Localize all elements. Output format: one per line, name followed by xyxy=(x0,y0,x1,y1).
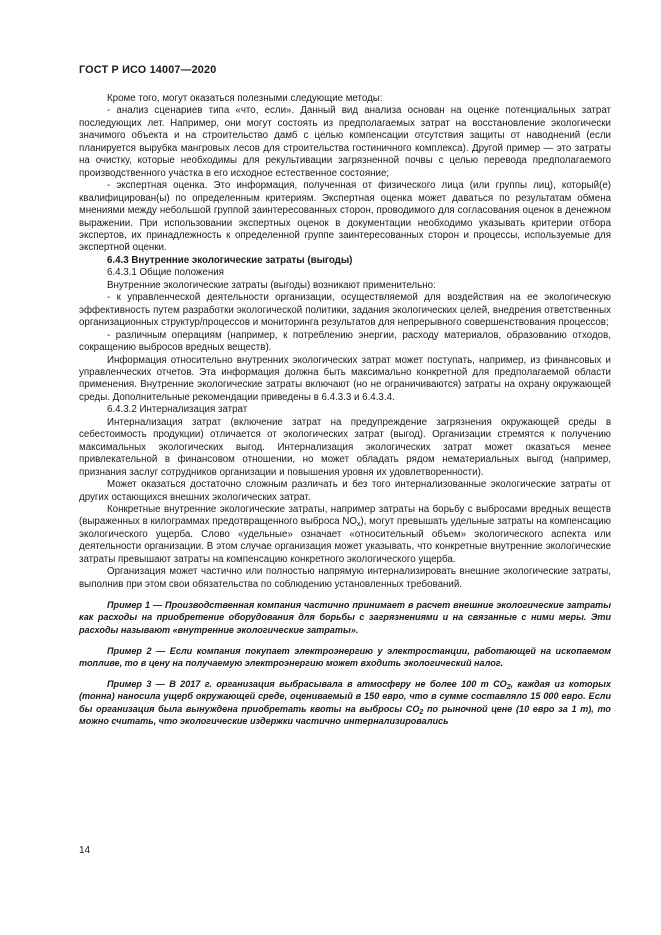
subscript: 2 xyxy=(419,708,424,716)
page-body xyxy=(79,93,611,727)
section-heading: 6.4.3 Внутренние экологические затраты (выгоды) xyxy=(107,254,353,266)
paragraph: Внутренние экологические затраты (выгоды) возникают применительно: xyxy=(107,279,436,291)
paragraph: Организация может частично или полностью напрямую интернализировать внешние экологические затраты, выполнив при этом свои обязательства по соблюдению установленных требований. xyxy=(79,566,611,590)
text-run: по рыночной цене (10 евро за 1 т), то можно считать, что экологические издержки частично интернализировались xyxy=(79,703,611,726)
paragraph: Может оказаться достаточно сложным различать и без того интернализованные экологические затраты от других остающихся внешних экологических затрат. xyxy=(79,479,611,503)
text-run: , каждая из которых (тонна) наносила ущерб окружающей среде, оцениваемый в 150 евро, что в сумме составляло 15 000 евро. Если бы организация была вынуждена приобретать квоты на выбросы CO xyxy=(79,679,611,714)
paragraph: Кроме того, могут оказаться полезными следующие методы: xyxy=(107,93,383,104)
subscript: 2 xyxy=(506,684,511,692)
subsection-heading: 6.4.3.2 Интернализация затрат xyxy=(107,404,248,416)
example-3 xyxy=(79,678,611,727)
text-run: Конкретные внутренние экологические затраты, например затраты на борьбу с выбросами вредных веществ (выраженных в килограммах предотвращенного выброса NO xyxy=(79,503,611,528)
paragraph: Интернализация затрат (включение затрат на предупреждение загрязнения окружающей среды в себестоимость продукции) отличается от экологических затрат (выгод). Организации стремятся к получению максимальных экологических выгод. Интернализация экологических затрат может оказаться менее привлекательной в финансовом отношении, но может обладать рядом нематериальных выгод (например, признания заслуг сотрудников организации и повышения уровня их удовлетворенности). xyxy=(79,416,611,478)
paragraph: Информация относительно внутренних экологических затрат может поступать, например, из финансовых и управленческих отчетов. Эта информация должна быть максимально конкретной для предполагаемой области применения. Внутренние экологические затраты включают (но не ограничиваются) затраты на охрану окружающей среды. Дополнительные рекомендации приведены в 6.4.3.3 и 6.4.3.4. xyxy=(79,354,611,403)
paragraph: - экспертная оценка. Это информация, полученная от физического лица (или группы лиц), который(е) квалифицирован(ы) по определенным критериям. Экспертная оценка может даваться по результатам обмена мнениями между небольшой группой заинтересованных сторон, проводимого для согласования оценок в денежном выражении. При использовании экспертных оценок в документации необходимо указывать критерии отбора экспертов, их принадлежность к определенной группе заинтересованных сторон и процессы, используемые для экспертной оценки. xyxy=(79,180,611,254)
subscript: x xyxy=(356,521,361,529)
text-run: Пример 3 — В 2017 г. организация выбрасывала в атмосферу не более 100 т CO xyxy=(107,679,507,690)
text-run: ), могут превышать удельные затраты на компенсацию экологического ущерба. Слово «удельные» означает «относительный объем» экологического аспекта или деятельности организации. В этом случае организация может указывать, что конкретные внутренние экологические затраты превышают затраты на компенсацию конкретного экологического ущерба. xyxy=(79,516,611,565)
standard-header: ГОСТ Р ИСО 14007—2020 xyxy=(79,64,217,76)
subsection-heading: 6.4.3.1 Общие положения xyxy=(107,267,224,279)
example-1: Пример 1 — Производственная компания частично принимает в расчет внешние экологические затраты как расходы на приобретение оборудования для борьбы с загрязнениями и на связанные с ними меры. Эти расходы называют «внутренние экологические затраты». xyxy=(79,600,611,635)
page-number: 14 xyxy=(79,845,91,856)
paragraph: - различным операциям (например, к потреблению энергии, расходу материалов, образованию отходов, сокращению выбросов вредных веществ). xyxy=(79,329,611,354)
example-2: Пример 2 — Если компания покупает электроэнергию у электростанции, работающей на ископаемом топливе, то в цену на получаемую электроэнергию может входить экологический налог. xyxy=(79,645,611,668)
paragraph: - к управленческой деятельности организации, осуществляемой для воздействия на ее экологическую эффективность путем разработки экологической политики, задания экологических целей, внедрения ответственных организационных структур/процессов и мониторинга результатов для непрерывного совершенствования процессов; xyxy=(79,292,611,329)
paragraph-nox xyxy=(79,504,611,566)
paragraph: - анализ сценариев типа «что, если». Данный вид анализа основан на оценке потенциальных затрат последующих лет. Например, они могут состоять из предполагаемых затрат на восстановление экологически значимого объекта и на строительство дамб с целью компенсации отсутствия защиты от наводнений (если планируется вырубка мангровых лесов для строительства гостиничного комплекса). Другой пример — это затраты на очистку, которые необходимы для рекультивации загрязненной почвы с целью перевода предполагаемого производственного участка в его исходное естественное состояние; xyxy=(79,105,611,179)
